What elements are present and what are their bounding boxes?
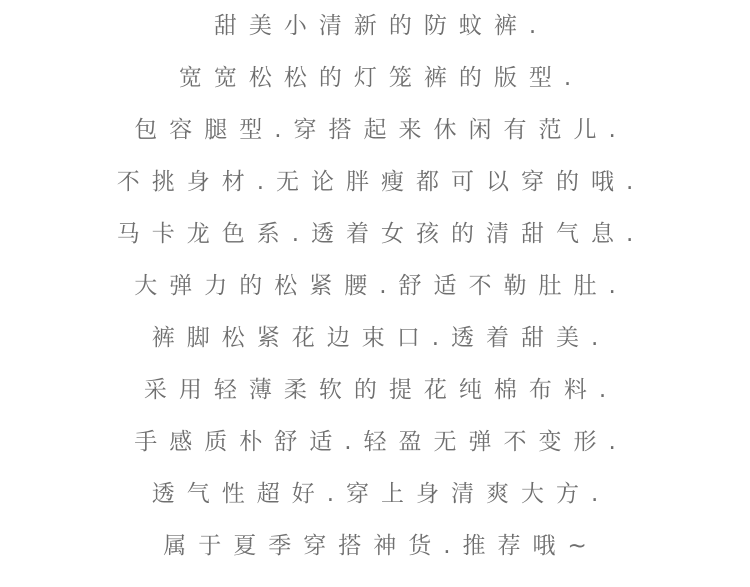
description-line-8: 采用轻薄柔软的提花纯棉布料. xyxy=(143,377,619,403)
description-line-10: 透气性超好.穿上身清爽大方. xyxy=(151,481,611,507)
description-line-6: 大弹力的松紧腰.舒适不勒肚肚. xyxy=(134,273,628,299)
description-line-4: 不挑身材.无论胖瘦都可以穿的哦. xyxy=(116,169,646,195)
description-line-5: 马卡龙色系.透着女孩的清甜气息. xyxy=(116,221,646,247)
description-line-3: 包容腿型.穿搭起来休闲有范儿. xyxy=(134,117,628,143)
description-line-9: 手感质朴舒适.轻盈无弹不变形. xyxy=(134,429,628,455)
description-line-7: 裤脚松紧花边束口.透着甜美. xyxy=(151,325,611,351)
description-line-1: 甜美小清新的防蚊裤. xyxy=(213,13,549,39)
description-line-11: 属于夏季穿搭神货.推荐哦~ xyxy=(163,533,599,559)
description-line-2: 宽宽松松的灯笼裤的版型. xyxy=(178,65,584,91)
